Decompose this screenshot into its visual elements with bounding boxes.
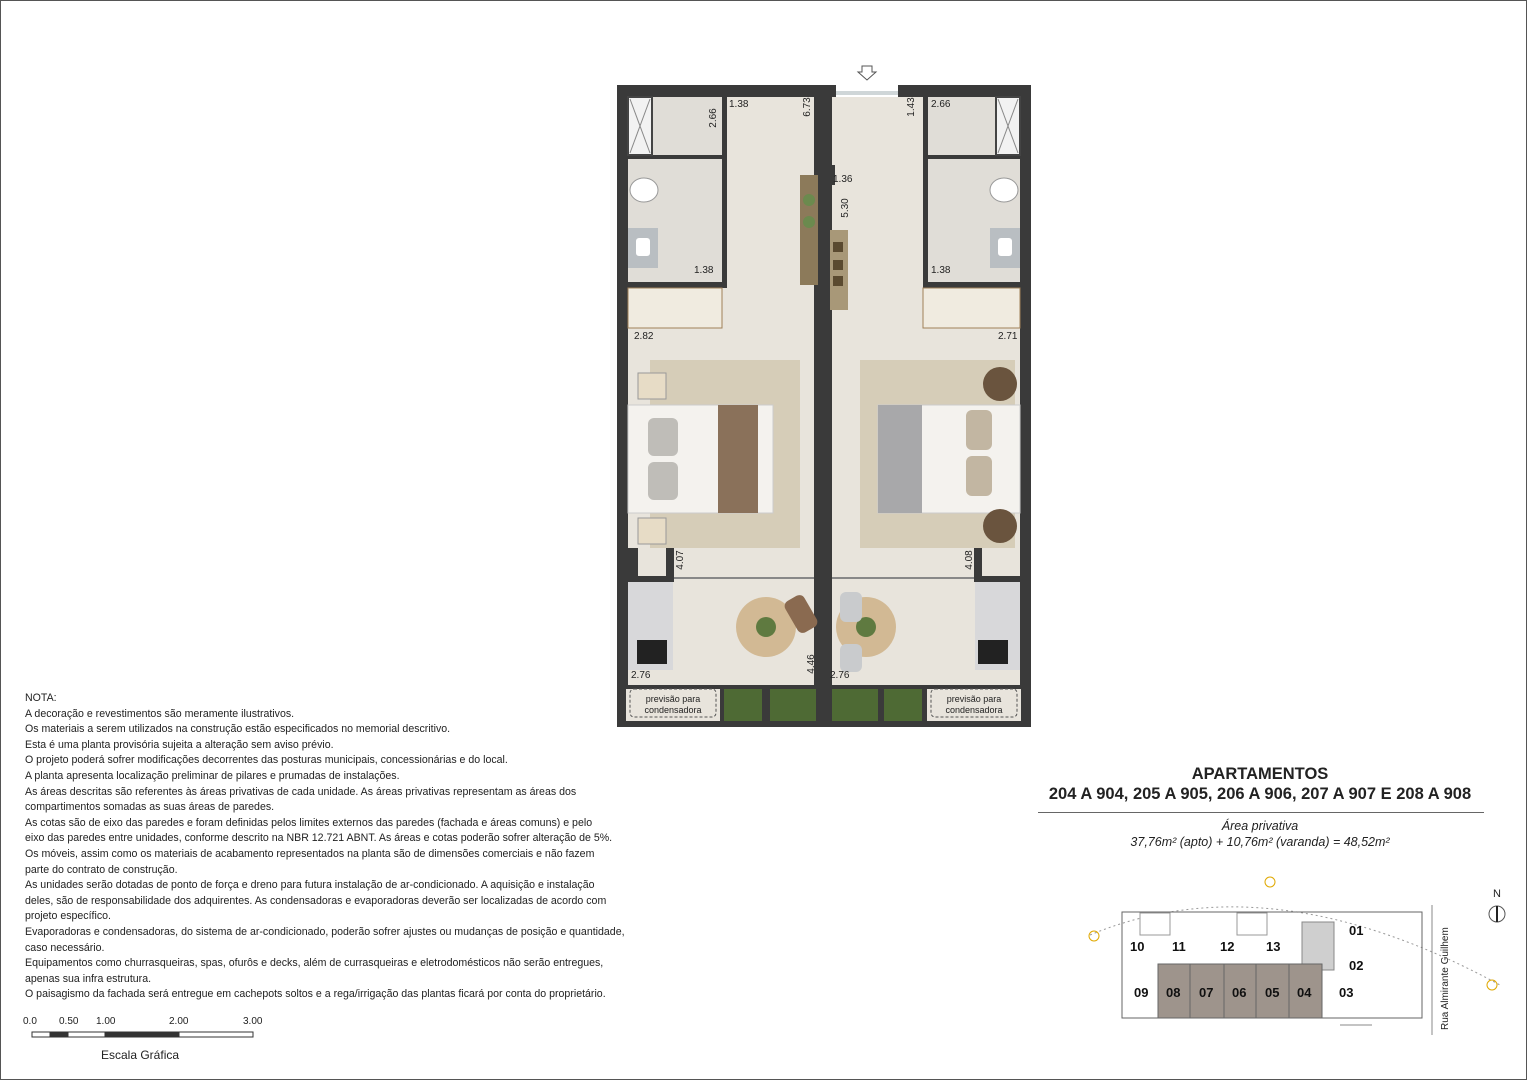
dim-6-73: 6.73 (802, 97, 813, 117)
scale-mark: 1.00 (96, 1016, 116, 1027)
note-line: parte do contrato de construção. (25, 863, 178, 876)
notes-block (25, 691, 665, 1003)
party-wall (820, 97, 832, 687)
unit-08: 08 (1166, 985, 1181, 1000)
scale-bar (20, 1028, 270, 1048)
dim-2-76-right: 2.76 (830, 670, 850, 681)
title-heading: APARTAMENTOS (1191, 765, 1329, 783)
notes-heading: NOTA: (25, 692, 57, 704)
unit-06: 06 (1232, 985, 1247, 1000)
planter-1 (724, 689, 762, 721)
note-line: As cotas são de eixo das paredes e foram definidas pelos limites externos das paredes (fachada e áreas comuns) e pelo (25, 816, 593, 829)
note-line: A decoração e revestimentos são meramente ilustrativos. (25, 707, 295, 720)
title-block (1030, 764, 1490, 850)
condenser-label-r1: previsão para (946, 694, 1002, 704)
planter-3 (832, 689, 878, 721)
unit-03: 03 (1339, 985, 1354, 1000)
note-line: deles, são de responsabilidade dos adquirentes. As condensadoras e evaporadoras deverão ser localizadas de acordo com (25, 894, 607, 907)
dim-4-07: 4.07 (675, 550, 686, 570)
unit-13: 13 (1266, 939, 1281, 954)
dim-1-36: 1.36 (833, 174, 853, 185)
condenser-label-l1: previsão para (645, 694, 701, 704)
note-line: Equipamentos como churrasqueiras, spas, ofurôs e decks, além de currasqueiras e eletrodomésticos não serão entregues, (25, 957, 604, 970)
dim-1-43: 1.43 (906, 97, 917, 117)
note-line: caso necessário. (25, 941, 105, 954)
sun-noon-icon (1265, 877, 1275, 887)
left-wardrobe (628, 288, 722, 328)
dim-2-66-right: 2.66 (931, 99, 951, 110)
note-line: O projeto poderá sofrer modificações decorrentes das posturas municipais, concessionárias e do local. (25, 754, 508, 767)
note-line: compartimentos somadas as suas áreas de paredes. (25, 801, 275, 814)
dim-2-71: 2.71 (998, 331, 1018, 342)
note-line: Os materiais a serem utilizados na construção estão especificados no memorial descritivo. (25, 723, 451, 736)
entrance-arrow-icon (858, 66, 876, 80)
sun-west-icon (1487, 980, 1497, 990)
left-nightstand-bottom (638, 518, 666, 544)
note-line: O paisagismo da fachada será entregue em cachepots soltos e a rega/irrigação das plantas ficará por conta do proprietário. (25, 988, 606, 1001)
unit-12: 12 (1220, 939, 1235, 954)
note-line: A planta apresenta localização preliminar de pilares e prumadas de instalações. (25, 769, 400, 782)
note-line: Esta é uma planta provisória sujeita a alteração sem aviso prévio. (25, 738, 334, 751)
sun-east-icon (1089, 931, 1099, 941)
right-wardrobe (923, 288, 1020, 328)
dim-4-08: 4.08 (964, 550, 975, 570)
right-side-table-top (983, 367, 1017, 401)
keyplan-core (1302, 922, 1334, 970)
dim-4-46: 4.46 (806, 654, 817, 674)
right-side-table-bottom (983, 509, 1017, 543)
dim-5-30: 5.30 (840, 198, 851, 218)
note-line: apenas sua infra estrutura. (25, 972, 152, 985)
title-divider (1038, 812, 1484, 813)
dim-1-38-left: 1.38 (694, 265, 714, 276)
scale-mark: 0.0 (23, 1016, 37, 1027)
condenser-label-r2: condensadora (945, 705, 1003, 715)
unit-01: 01 (1349, 923, 1364, 938)
scale-mark: 0.50 (59, 1016, 79, 1027)
unit-07: 07 (1199, 985, 1214, 1000)
dim-1-38-right: 1.38 (931, 265, 951, 276)
north-label: N (1493, 888, 1501, 900)
scale-mark: 3.00 (243, 1016, 263, 1027)
scale-mark: 2.00 (169, 1016, 189, 1027)
scale-caption: Escala Gráfica (101, 1048, 180, 1062)
note-line: As áreas descritas são referentes às áreas privativas de cada unidade. As áreas privativas representam as áreas dos (25, 785, 577, 798)
note-line: Os móveis, assim como os materiais de acabamento representados na planta são de dimensões comerciais e não fazem (25, 847, 595, 860)
planter-2 (770, 689, 816, 721)
unit-04: 04 (1297, 985, 1312, 1000)
dim-1-38-top: 1.38 (729, 99, 749, 110)
dim-2-76-left: 2.76 (631, 670, 651, 681)
street-label: Rua Almirante Guilhem (1440, 927, 1451, 1030)
condenser-label-l2: condensadora (644, 705, 702, 715)
right-toilet (990, 178, 1018, 202)
note-line: Evaporadoras e condensadoras, do sistema de ar-condicionado, poderão sofrer ajustes ou mudanças de posição e quantidade, (25, 925, 625, 938)
title-units: 204 A 904, 205 A 905, 206 A 906, 207 A 907 E 208 A 908 (1048, 785, 1472, 803)
unit-09: 09 (1134, 985, 1149, 1000)
area-value: 37,76m² (apto) + 10,76m² (varanda) = 48,52m² (1130, 835, 1390, 849)
note-line: eixo das paredes entre unidades, conforme descrito na NBR 12.721 ABNT. As áreas e cotas poderão sofrer alteração de 5%. (25, 832, 613, 845)
area-label: Área privativa (1221, 819, 1299, 833)
note-line: As unidades serão dotadas de ponto de força e dreno para futura instalação de ar-condicionado. A aquisição e instalação (25, 879, 595, 892)
unit-11: 11 (1172, 939, 1186, 954)
left-toilet (630, 178, 658, 202)
left-nightstand-top (638, 373, 666, 399)
unit-02: 02 (1349, 958, 1364, 973)
dim-2-66-left: 2.66 (708, 108, 719, 128)
planter-4 (884, 689, 922, 721)
unit-10: 10 (1130, 939, 1145, 954)
graphic-scale (20, 1016, 270, 1066)
note-line: projeto específico. (25, 910, 111, 923)
left-bar (800, 175, 818, 285)
unit-05: 05 (1265, 985, 1280, 1000)
dim-2-82: 2.82 (634, 331, 654, 342)
